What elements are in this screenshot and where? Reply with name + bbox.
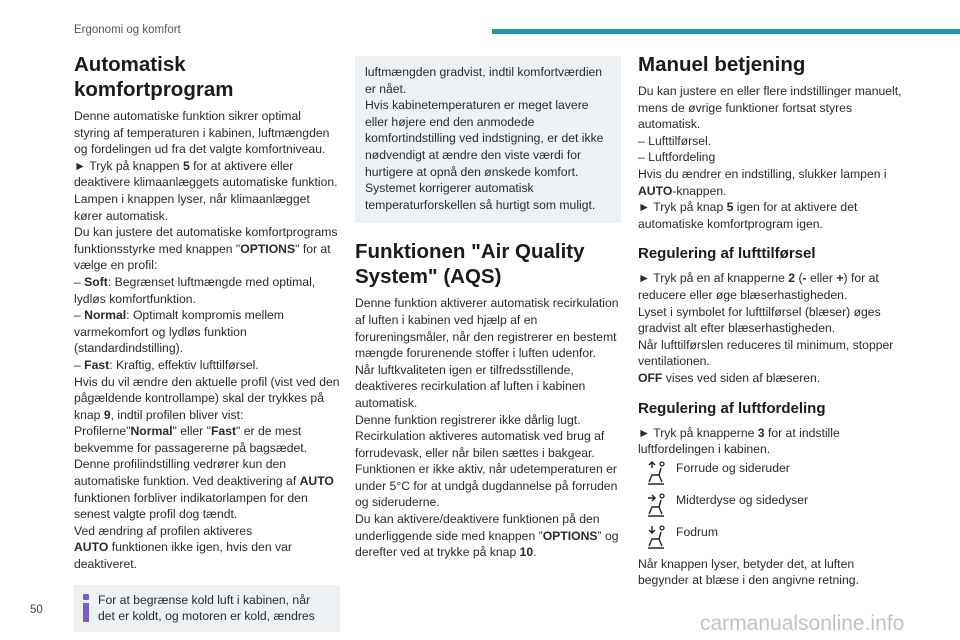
paragraph: – Fast: Kraftig, effektiv lufttilførsel. (74, 357, 259, 372)
paragraph: ► Tryk på knapperne 3 for at indstille luftfordelingen i kabinen. (638, 425, 840, 457)
paragraph: Lampen i knappen lyser, når klimaanlægget kører automatisk. (74, 191, 310, 223)
col3-intro (638, 83, 908, 232)
info-text: For at begrænse kold luft i kabinen, når det er koldt, og motoren er kold, ændres (98, 592, 315, 624)
column-automatic-comfort (74, 52, 340, 632)
paragraph: – Normal: Optimalt kompromis mellem varmekomfort og lydløs funktion (standardindstilling). (74, 308, 284, 356)
paragraph: Denne funktion registrerer ikke dårlig lugt. (355, 412, 581, 427)
column-manual (638, 52, 908, 589)
heading-air-supply: Regulering af lufttilførsel (638, 245, 816, 263)
info-box (74, 585, 340, 632)
paragraph: Hvis kabinetemperaturen er meget lavere eller højere end den anmodede komfortindstilling ved indstigning, er det ikke nødvendigt at ændre den viste værdi for hurtigere at opnå den ønskede komfort. Systemet korrigerer automatisk temperaturforskellen så hurtigt som muligt. (365, 98, 604, 212)
symbol-label-footwell: Fodrum (676, 524, 718, 539)
paragraph: OFF vises ved siden af blæseren. (638, 370, 821, 385)
heading-automatic-comfort: Automatisk komfortprogram (74, 53, 234, 101)
symbol-label-center-vent: Midterdyse og sidedyser (676, 492, 809, 507)
air-distribution-outro: Når knappen lyser, betyder det, at luften begynder at blæse i den angivne retning. (638, 556, 859, 588)
paragraph: Du kan justere det automatiske komfortprograms funktionsstyrke med knappen "OPTIONS" for at vælge en profil: (74, 225, 338, 273)
paragraph: – Lufttilførsel. (638, 133, 712, 148)
paragraph: Denne automatiske funktion sikrer optimal styring af temperaturen i kabinen, luftmængden og fordelingen ud fra det valgte komfortniveau. (74, 109, 330, 157)
heading-air-distribution: Regulering af luftfordeling (638, 399, 826, 417)
air-distribution-body (638, 425, 908, 458)
paragraph: Hvis du ændrer en indstilling, slukker lampen i AUTO-knappen. (638, 166, 887, 198)
col1-body (74, 108, 340, 573)
paragraph: Funktionen er ikke aktiv, når udetemperaturen er under 5°C for at undgå dugdannelse på forruden og sideruderne. (355, 462, 618, 510)
paragraph: – Luftfordeling (638, 150, 716, 165)
info-box-continued (355, 56, 621, 223)
paragraph: Profilerne"Normal" eller "Fast" er de mest bekvemme for passagererne på bagsædet. (74, 424, 308, 455)
symbol-row-windshield (646, 460, 908, 486)
symbol-label-windshield: Forrude og sideruder (676, 460, 790, 475)
symbol-row-center-vent (646, 492, 908, 518)
paragraph: Recirkulation aktiveres automatisk ved brug af forrudevask, eller når bilen sættes i bakgear. (355, 429, 605, 460)
paragraph: – Soft: Begrænset luftmængde med optimal, lydløs komfortfunktion. (74, 274, 316, 306)
header-rule (492, 29, 960, 34)
paragraph: Denne profilindstilling vedrører kun den automatiske funktion. Ved deaktivering af AUTO funktionen forbliver indikatorlampen for den senest valgte profil dog tændt. (74, 457, 334, 522)
paragraph: luftmængden gradvist, indtil komfortværdien er nået. (365, 65, 603, 96)
section-header: Ergonomi og komfort (74, 24, 181, 36)
paragraph: ► Tryk på en af knapperne 2 (- eller +) for at reducere eller øge blæserhastigheden. (638, 271, 879, 302)
paragraph: ► Tryk på knappen 5 for at aktivere eller deaktivere klimaanlæggets automatiske funktion. (74, 158, 338, 190)
paragraph: Når lufttilførslen reduceres til minimum, stopper ventilationen. (638, 337, 894, 369)
col2-body (355, 295, 621, 561)
paragraph: Når luftkvaliteten igen er tilfredsstillende, deaktiveres recirkulation af luften i kabinen automatisk. (355, 362, 586, 410)
paragraph: Du kan justere en eller flere indstillinger manuelt, mens de øvrige funktioner fortsat styres automatisk. (638, 84, 902, 132)
footwell-airflow-icon (646, 524, 668, 550)
info-icon (82, 592, 90, 625)
page-number: 50 (30, 604, 43, 616)
heading-aqs: Funktionen "Air Quality System" (AQS) (355, 240, 585, 289)
info-text-continued (365, 64, 611, 213)
air-supply-body (638, 270, 908, 386)
paragraph: Ved ændring af profilen aktiveres (74, 523, 253, 538)
center-vent-airflow-icon (646, 492, 668, 518)
windshield-airflow-icon (646, 460, 668, 486)
watermark: carmanualsonline.info (700, 612, 905, 635)
paragraph: AUTO funktionen ikke igen, hvis den var deaktiveret. (74, 540, 292, 572)
heading-manual: Manuel betjening (638, 53, 806, 76)
column-aqs (355, 56, 621, 561)
paragraph: ► Tryk på knap 5 igen for at aktivere det automatiske komfortprogram igen. (638, 200, 858, 231)
paragraph: Denne funktion aktiverer automatisk recirkulation af luften i kabinen ved hjælp af en forureningsmåler, når den registrerer en bestemt mængde forurenende stoffer i luften udenfor. (355, 296, 619, 361)
symbol-row-footwell (646, 524, 908, 550)
paragraph: Du kan aktivere/deaktivere funktionen på den underliggende side med knappen ”OPTIONS” og derefter ved at trykke på knap 10. (355, 512, 619, 560)
paragraph: Hvis du vil ændre den aktuelle profil (vist ved den pågældende kontrollampe) skal der trykkes på knap 9, indtil profilen bliver vist: (74, 374, 340, 422)
paragraph: Lyset i symbolet for lufttilførsel (blæser) øges gradvist alt efter blæserhastigheden. (638, 304, 881, 336)
